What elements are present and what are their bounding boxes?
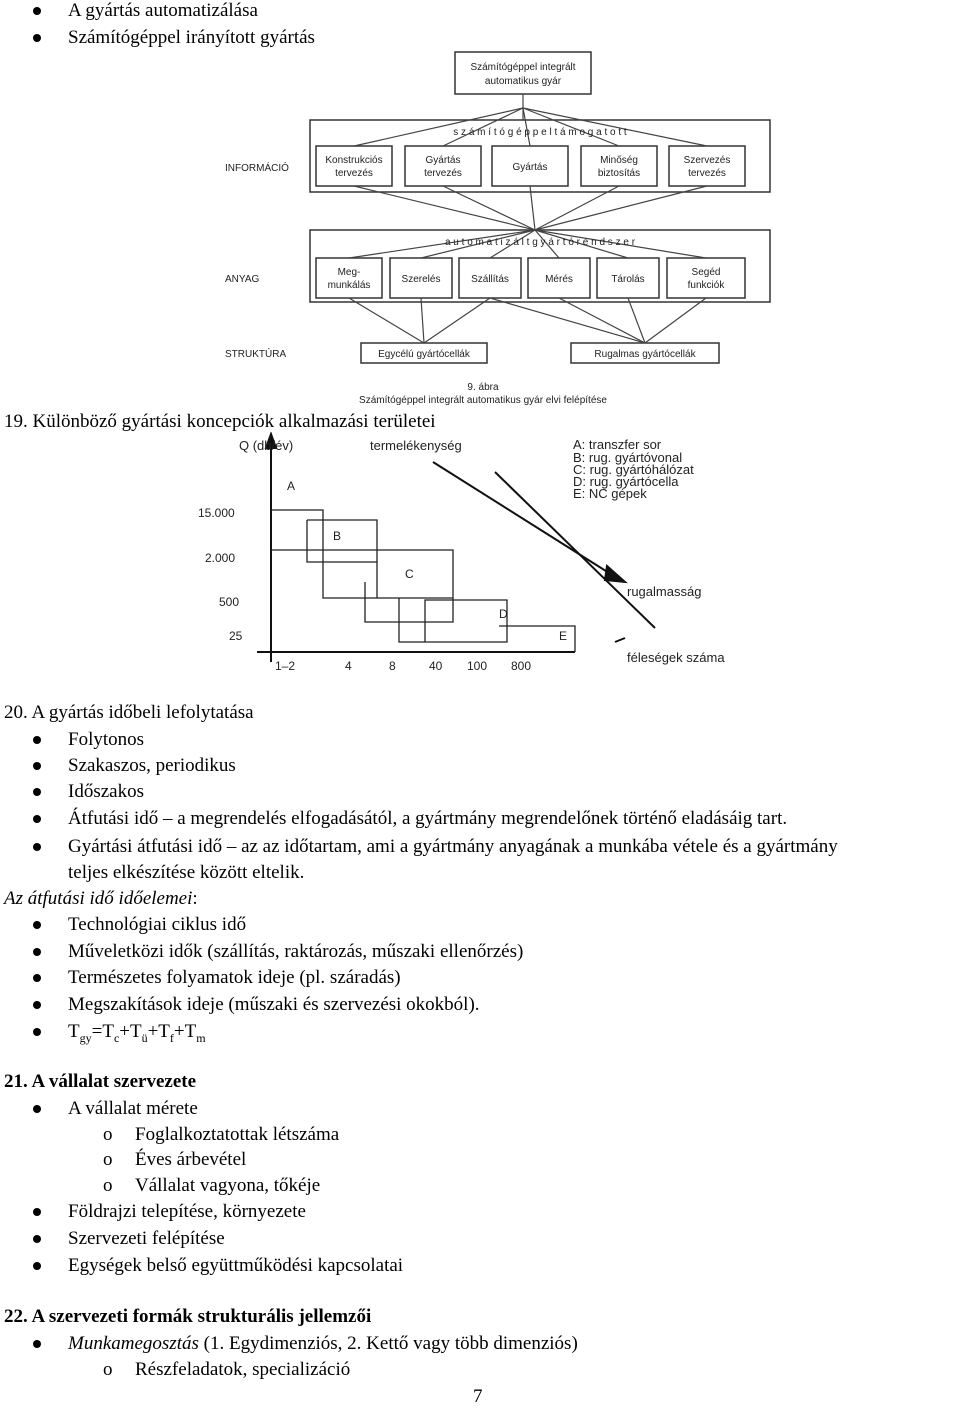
info-box	[316, 146, 392, 186]
bullet-text	[68, 1333, 578, 1355]
elem-heading-text: Az átfutási idő időelemei	[4, 888, 193, 909]
info-box-text: Gyártás	[425, 155, 461, 166]
y-tick: 15.000	[198, 506, 235, 520]
top-box	[455, 52, 591, 94]
region-label-e: E	[559, 629, 568, 643]
legend-entry: E: NC gépek	[573, 486, 647, 501]
top-box-line2: automatikus gyár	[484, 76, 562, 87]
region-label-a: A	[287, 479, 296, 493]
x-axis-label: féleségek száma	[627, 650, 725, 665]
bullet-text: Szakaszos, periodikus	[68, 755, 236, 776]
formula-sub-m: m	[196, 1030, 206, 1045]
elem-heading-colon: :	[192, 888, 198, 909]
concept-chart	[195, 432, 780, 674]
y-axis-label: Q (db/év)	[239, 438, 294, 453]
top-box-line1: Számítógéppel integrált	[470, 62, 576, 73]
bullet-text: A vállalat mérete	[68, 1098, 198, 1119]
formula-plus: +T	[173, 1021, 197, 1042]
bullet-dot	[33, 7, 41, 15]
bullet-dot	[33, 1208, 41, 1216]
section-19-title: 19. Különböző gyártási koncepciók alkalmazási területei	[4, 411, 436, 432]
sub-marker: o	[103, 1149, 113, 1170]
region-step	[399, 598, 425, 642]
arrow-label-rugalmassag: rugalmasság	[627, 584, 702, 599]
anyag-box-text: Meg-	[337, 267, 361, 278]
diagram-caption-number: 9. ábra	[467, 382, 499, 393]
sub-text: Részfeladatok, specializáció	[135, 1359, 351, 1380]
info-box-text: tervezés	[335, 168, 373, 179]
elem-heading	[4, 888, 198, 910]
bullet-text: Műveletközi idők (szállítás, raktározás, műszaki ellenőrzés)	[68, 941, 524, 962]
munkamegosztas-rest: (1. Egydimenziós, 2. Kettő vagy több dimenziós)	[198, 1333, 578, 1354]
arrow-feleseg	[615, 638, 625, 642]
bullet-text: Átfutási idő – a megrendelés elfogadásától, a gyártmány megrendelőnek történő eladásáig tart.	[68, 808, 788, 829]
region-c-outline	[323, 550, 453, 598]
bullet-dot	[33, 974, 41, 982]
region-b-outline	[307, 520, 377, 562]
bullet-dot	[33, 815, 41, 823]
sub-text: Vállalat vagyona, tőkéje	[135, 1175, 321, 1196]
cim-diagram	[215, 48, 775, 410]
sub-marker: o	[103, 1175, 113, 1196]
legend-entry: C: rug. gyártóhálózat	[573, 462, 694, 477]
row-label-anyag: ANYAG	[225, 274, 260, 285]
munkamegosztas-term: Munkamegosztás	[68, 1333, 199, 1354]
bullet-dot	[33, 736, 41, 744]
bullet-dot	[33, 1235, 41, 1243]
formula-T: T	[68, 1021, 80, 1042]
bullet-text: A gyártás automatizálása	[68, 0, 258, 21]
formula-plus: +T	[119, 1021, 142, 1042]
info-box	[669, 146, 745, 186]
arrow-rugalmassag-head	[605, 566, 625, 582]
info-box-text: Gyártás	[512, 162, 548, 173]
sub-text: Foglalkoztatottak létszáma	[135, 1124, 340, 1145]
formula	[68, 1021, 206, 1049]
bullet-text: Szervezeti felépítése	[68, 1228, 225, 1249]
region-label-c: C	[405, 567, 414, 581]
x-tick: 40	[429, 659, 443, 673]
bullet-dot	[33, 1105, 41, 1113]
x-tick: 4	[345, 659, 352, 673]
x-tick: 800	[511, 659, 532, 673]
anyag-box-text: munkálás	[327, 280, 371, 291]
bullet-dot	[33, 843, 41, 851]
arrow-label-termelekenyseg: termelékenység	[370, 438, 462, 453]
anyag-box	[667, 258, 745, 298]
bullet-text: Technológiai ciklus idő	[68, 914, 247, 935]
formula-sub-f: f	[169, 1030, 174, 1045]
continuation-text: teljes elkészítése között eltelik.	[68, 862, 305, 883]
page-number: 7	[473, 1386, 483, 1407]
anyag-box-text: Mérés	[545, 274, 573, 285]
struct-box-text: Rugalmas gyártócellák	[594, 349, 696, 360]
y-tick: 500	[219, 595, 240, 609]
diagram-caption-text: Számítógéppel integrált automatikus gyár elvi felépítése	[359, 395, 607, 406]
info-box	[581, 146, 657, 186]
y-tick: 2.000	[205, 551, 236, 565]
bullet-text: Gyártási átfutási idő – az az időtartam, ami a gyártmány anyagának a munkába vétele és a gyártmány	[68, 836, 838, 857]
bullet-text: Természetes folyamatok ideje (pl. száradás)	[68, 967, 401, 988]
x-tick: 8	[389, 659, 396, 673]
bullet-text: Megszakítások ideje (műszaki és szervezési okokból).	[68, 994, 480, 1015]
info-box	[405, 146, 481, 186]
anyag-box-text: Szállítás	[471, 274, 509, 285]
legend-entry: D: rug. gyártócella	[573, 474, 679, 489]
region-label-d: D	[499, 607, 508, 621]
bullet-dot	[33, 1262, 41, 1270]
bullet-dot	[33, 34, 41, 42]
bullet-dot	[33, 1001, 41, 1009]
section-21-title: 21. A vállalat szervezete	[4, 1071, 197, 1092]
formula-sub-gy: gy	[79, 1030, 92, 1045]
sub-marker: o	[103, 1124, 113, 1145]
formula-plus: +T	[147, 1021, 170, 1042]
bullet-text: Időszakos	[68, 781, 144, 802]
band1-text: s z á m í t ó g é p p e l t á m o g a t o t t	[453, 127, 627, 138]
struct-box-text: Egycélú gyártócellák	[378, 349, 470, 360]
bullet-text: Egységek belső együttműködési kapcsolatai	[68, 1255, 404, 1276]
row-label-info: INFORMÁCIÓ	[225, 163, 289, 174]
section-20-title: 20. A gyártás időbeli lefolytatása	[4, 702, 254, 723]
info-box-text: Szervezés	[683, 155, 731, 166]
sub-marker: o	[103, 1359, 113, 1380]
bullet-dot	[33, 1340, 41, 1348]
anyag-box-text: funkciók	[687, 280, 725, 291]
sub-text: Éves árbevétel	[135, 1149, 247, 1170]
anyag-box-text: Tárolás	[611, 274, 645, 285]
region-label-b: B	[333, 529, 342, 543]
band2-text: a u t o m a t i z á l t g y á r t ó r e n d s z e r	[444, 237, 636, 248]
legend-entry: A: transzfer sor	[573, 437, 662, 452]
anyag-box	[316, 258, 382, 298]
formula-sub-c: c	[113, 1030, 120, 1045]
anyag-box-text: Segéd	[691, 267, 721, 278]
bullet-dot	[33, 1028, 41, 1036]
info-box-text: tervezés	[688, 168, 726, 179]
info-box-text: biztosítás	[597, 168, 641, 179]
anyag-box-text: Szerelés	[401, 274, 441, 285]
bullet-dot	[33, 762, 41, 770]
x-tick: 100	[467, 659, 488, 673]
formula-sub-u: ü	[141, 1030, 148, 1045]
region-a-outline	[271, 510, 323, 550]
region-d-outline	[425, 600, 507, 642]
info-box-text: tervezés	[424, 168, 462, 179]
bullet-text: Földrajzi telepítése, környezete	[68, 1201, 306, 1222]
formula-eq: =T	[91, 1021, 114, 1042]
bullet-dot	[33, 948, 41, 956]
info-box-text: Konstrukciós	[325, 155, 383, 166]
bullet-dot	[33, 921, 41, 929]
y-tick: 25	[229, 629, 243, 643]
bullet-text: Folytonos	[68, 729, 145, 750]
row-label-struktura: STRUKTÚRA	[225, 349, 287, 360]
bullet-text: Számítógéppel irányított gyártás	[68, 27, 315, 48]
bullet-dot	[33, 788, 41, 796]
section-22-title: 22. A szervezeti formák strukturális jellemzői	[4, 1306, 372, 1327]
x-tick: 1–2	[275, 659, 296, 673]
info-box-text: Minőség	[600, 155, 638, 166]
legend-entry: B: rug. gyártóvonal	[573, 450, 683, 465]
